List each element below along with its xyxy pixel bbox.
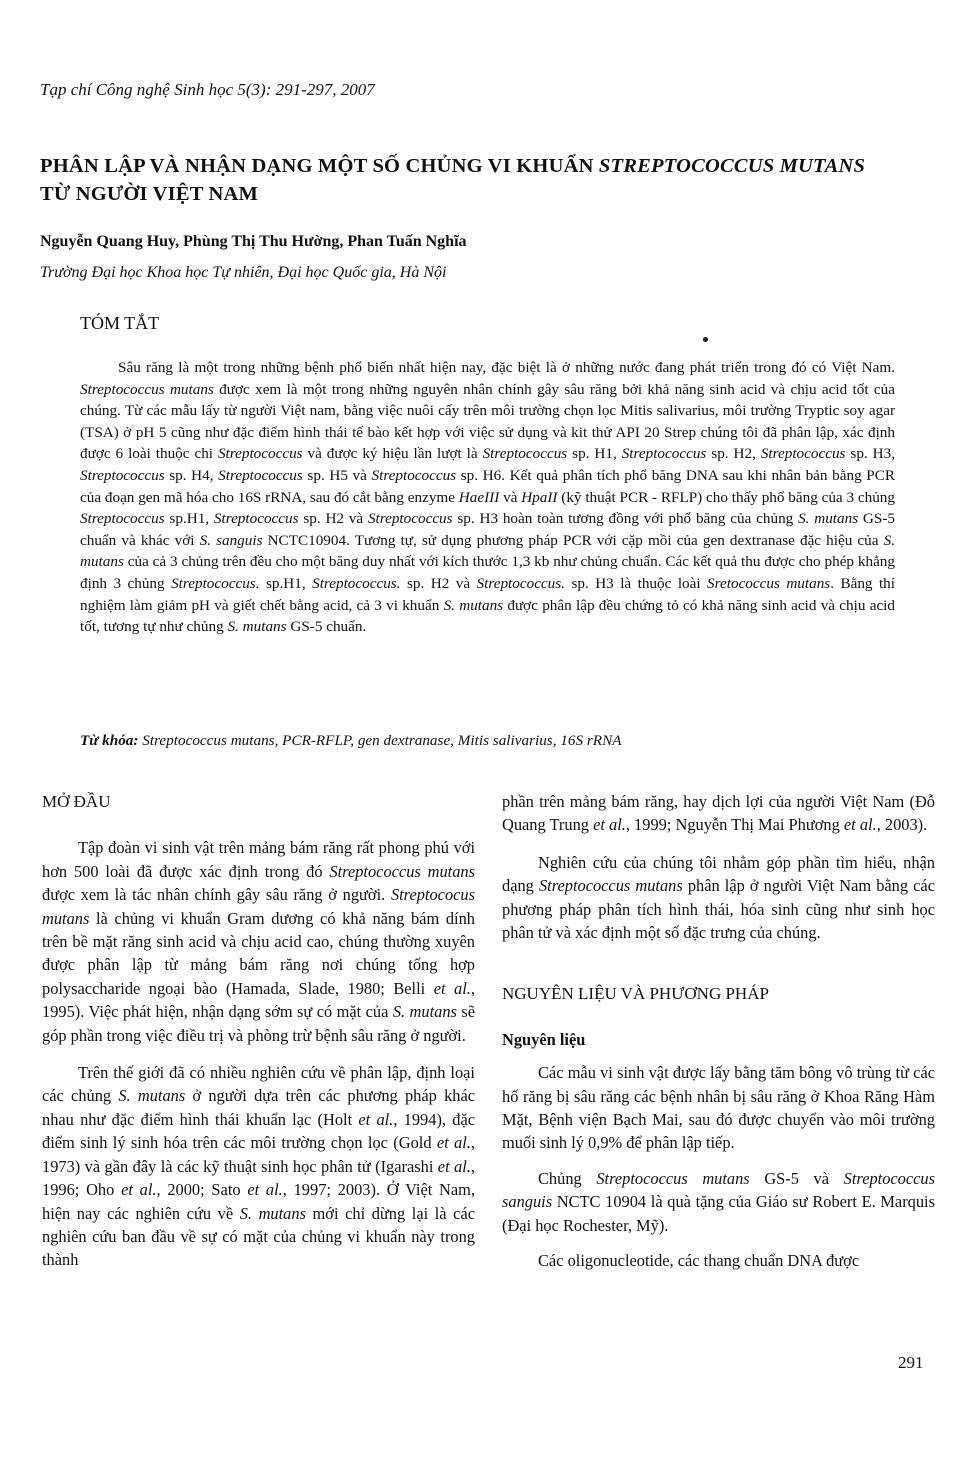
right-paragraph-2: Các mẫu vi sinh vật được lấy bằng tăm bông vô trùng từ các hố răng bị sâu răng các bệnh nhân bị sâu răng ở Khoa Răng Hàm Mặt, Bệnh viện Bạch Mai, sau đó được chuyển vào môi trường muối sinh lý 0,9% để phân lập tiếp. (502, 1063, 935, 1153)
italic-run: S. mutans (798, 510, 859, 528)
right-paragraph-4: Các oligonucleotide, các thang chuẩn DNA được (538, 1251, 860, 1271)
italic-run: S. mutans (80, 531, 895, 571)
left-column (42, 790, 475, 1272)
italic-run: Streptococcus mutans (80, 380, 214, 398)
italic-run: HpaII (521, 488, 558, 506)
title-species: STREPTOCOCCUS MUTANS (598, 155, 866, 177)
italic-run: Streptococcus mutans (538, 876, 683, 896)
italic-run: Streptococcus (80, 466, 165, 484)
italic-run: et al. (433, 978, 471, 998)
page-number: 291 (898, 1353, 924, 1372)
title-part2: TỪ NGƯỜI VIỆT NAM (40, 183, 259, 205)
intro-heading: MỞ ĐẦU (42, 792, 111, 811)
italic-run: Streptococcus mutans (596, 1168, 750, 1188)
italic-run: Streptococcus (213, 510, 299, 528)
materials-heading: Nguyên liệu (502, 1029, 586, 1049)
authors: Nguyễn Quang Huy, Phùng Thị Thu Hường, Phan Tuấn Nghĩa (40, 233, 467, 250)
italic-run: et al. (121, 1180, 157, 1200)
italic-run: Streptococcus (80, 510, 165, 528)
affiliation: Trường Đại học Khoa học Tự nhiên, Đại học Quốc gia, Hà Nội (40, 264, 447, 281)
keywords-label: Từ khóa: (80, 732, 139, 749)
italic-run: Streptococcus (218, 466, 303, 484)
italic-run: Streptococcus. (312, 574, 401, 592)
abstract-heading: TÓM TẮT (80, 313, 160, 333)
italic-run: et al. (358, 1109, 394, 1129)
italic-run: Streptococcus sanguis (502, 1168, 936, 1212)
italic-run: S. mutans (239, 1203, 306, 1223)
italic-run: et al. (437, 1156, 471, 1176)
right-column (502, 790, 935, 1273)
italic-run: Streptococcus (367, 510, 453, 528)
italic-run: Streptococcus. (476, 574, 565, 592)
abstract-text: Sâu răng là một trong những bệnh phổ biến nhất hiện nay, đặc biệt là ở những nước đang phát triển trong đó có Việt Nam. Streptococcus mutans được xem là một trong những nguyên nhân chính gây sâu răng bởi khả năng sinh acid và chịu acid tốt của chúng. Từ các mẫu lấy từ người Việt nam, bằng việc nuôi cấy trên môi trường chọn lọc Mitis salivarius, môi trường Tryptic soy agar (TSA) ở pH 5 cũng như đặc điểm hình thái tế bào kết hợp với việc sử dụng và kit thử API 20 Strep chúng tôi đã phân lập, xác định được 6 loài thuộc chi Streptococcus và được ký hiệu lần lượt là Streptococcus sp. H1, Streptococcus sp. H2, Streptococcus sp. H3, Streptococcus sp. H4, Streptococcus sp. H5 và Streptococcus sp. H6. Kết quả phân tích phổ băng DNA sau khi nhân bản bằng PCR của đoạn gen mã hóa cho 16S rRNA, sau đó cắt bằng enzyme HaeIII và HpaII (kỹ thuật PCR - RFLP) cho thấy phổ băng của 3 chủng Streptococcus sp.H1, Streptococcus sp. H2 và Streptococcus sp. H3 hoàn toàn tương đồng với phổ băng của chủng S. mutans GS-5 chuẩn và khác với S. sanguis NCTC10904. Tương tự, sử dụng phương pháp PCR với cặp mồi của gen dextranase đặc hiệu của S. mutans của cả 3 chủng trên đều cho một băng duy nhất với kích thước 1,3 kb như chủng chuẩn. Các kết quả thu được cho phép khẳng định 3 chủng Streptococcus. sp.H1, Streptococcus. sp. H2 và Streptococcus. sp. H3 là thuộc loài Sretococcus mutans. Bằng thí nghiệm làm giảm pH và giết chết bằng acid, cả 3 vi khuẩn S. mutans được phân lập đều chứng tỏ có khả năng sinh acid và chịu acid tốt, tương tự như chủng S. mutans GS-5 chuẩn. (80, 359, 896, 636)
right-paragraph-1: Nghiên cứu của chúng tôi nhằm góp phần tìm hiểu, nhận dạng Streptococcus mutans phân lập ở người Việt Nam bằng các phương pháp phân tích hình thái, hóa sinh cũng như sinh học phân tử và xác định một số đặc trưng của chúng. (502, 852, 935, 943)
italic-run: S. mutans (392, 1002, 457, 1022)
italic-run: HaeIII (458, 488, 500, 506)
journal-header: Tạp chí Công nghệ Sinh học 5(3): 291-297, 2007 (40, 80, 375, 99)
italic-run: S. mutans (227, 618, 287, 636)
keywords-list: Streptococcus mutans, PCR-RFLP, gen dextranase, Mitis salivarius, 16S rRNA (138, 732, 622, 749)
italic-run: Streptococcus. (171, 574, 260, 592)
italic-run: et al. (843, 815, 877, 835)
italic-run: Streptococcus (760, 445, 846, 463)
paper-title (40, 152, 940, 208)
italic-run: et al. (247, 1180, 283, 1200)
italic-run: et al. (593, 815, 626, 835)
italic-run: Streptococcus (217, 445, 303, 463)
right-paragraph-3: Chủng Streptococcus mutans GS-5 và Streptococcus sanguis NCTC 10904 là quà tặng của Giáo sư Robert E. Marquis (Đại học Rochester, Mỹ). (502, 1168, 936, 1235)
italic-run: S. mutans (443, 596, 504, 614)
italic-run: Streptococcus (371, 466, 457, 484)
intro-paragraph-1: Tập đoàn vi sinh vật trên mảng bám răng rất phong phú với hơn 500 loài đã được xác định trong đó Streptococcus mutans được xem là tác nhân chính gây sâu răng ở người. Streptococus mutans là chủng vi khuẩn Gram dương có khả năng bám dính trên bề mặt răng sinh acid và chịu acid cao, chúng thường xuyên được phân lập từ mảng bám răng nơi chúng tổng hợp polysaccharide ngoại bào (Hamada, Slade, 1980; Belli et al., 1995). Việc phát hiện, nhận dạng sớm sự có mặt của S. mutans sẽ góp phần trong việc điều trị và phòng trừ bệnh sâu răng ở người. (42, 838, 475, 1045)
italic-run: et al. (436, 1133, 471, 1153)
italic-run: Streptococus mutans (42, 885, 475, 928)
italic-run: S. mutans (118, 1086, 186, 1106)
italic-run: Streptococcus mutans (329, 861, 475, 881)
intro-paragraph-2: Trên thế giới đã có nhiều nghiên cứu về phân lập, định loại các chủng S. mutans ở người dựa trên các phương pháp khác nhau như đặc điểm hình thái khuẩn lạc (Holt et al., 1994), đặc điểm sinh lý sinh hóa trên các môi trường chọn lọc (Gold et al., 1973) và gần đây là các kỹ thuật sinh học phân tử (Igarashi et al., 1996; Oho et al., 2000; Sato et al., 1997; 2003). Ở Việt Nam, hiện nay các nghiên cứu về S. mutans mới chỉ dừng lại là các nghiên cứu ban đầu về sự có mặt của chủng vi khuẩn này trong thành (42, 1063, 476, 1270)
keywords (80, 732, 895, 750)
right-paragraph-0: phần trên mảng bám răng, hay dịch lợi của người Việt Nam (Đỗ Quang Trung et al., 1999; Nguyễn Thị Mai Phương et al., 2003). (502, 792, 935, 835)
title-part1: PHÂN LẬP VÀ NHẬN DẠNG MỘT SỐ CHỦNG VI KHUẨN (40, 155, 599, 177)
stray-mark (703, 337, 708, 342)
italic-run: S. sanguis (199, 531, 263, 549)
italic-run: Streptococcus (621, 445, 707, 463)
italic-run: Sretococcus mutans (707, 574, 831, 592)
methods-heading: NGUYÊN LIỆU VÀ PHƯƠNG PHÁP (502, 984, 769, 1004)
italic-run: Streptococcus (482, 445, 568, 463)
